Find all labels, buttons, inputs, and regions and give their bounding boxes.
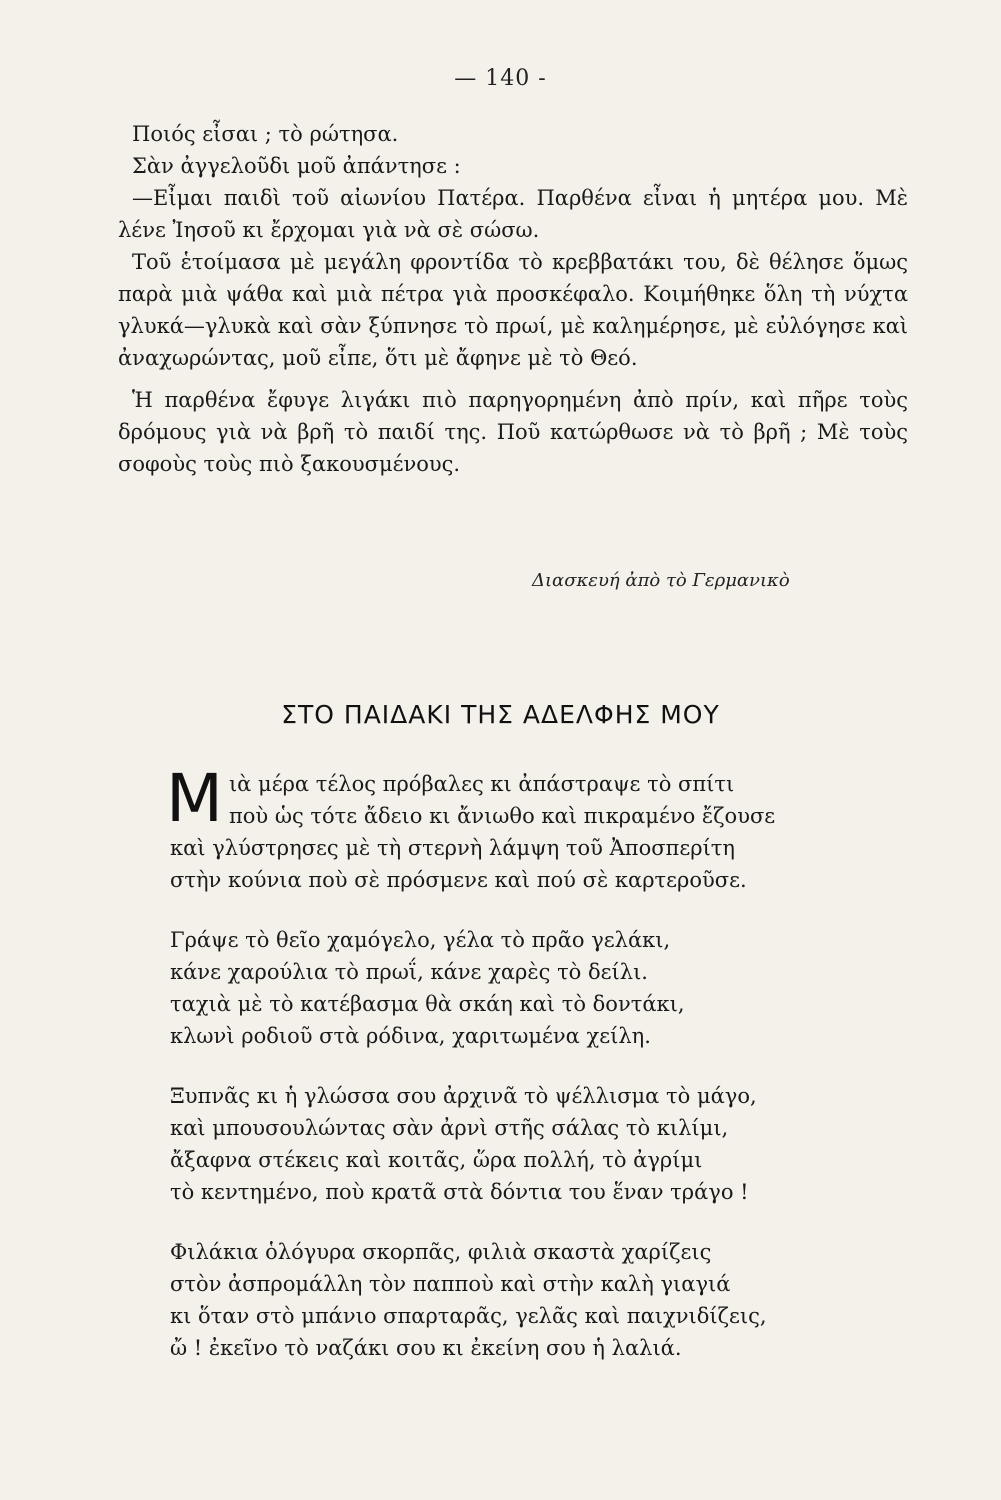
poem-line: τὸ κεντημένο, ποὺ κρατᾶ στὰ δόντια του ἕναν τράγο !: [170, 1180, 749, 1204]
poem-line: ποὺ ὡς τότε ἄδειο κι ἄνιωθο καὶ πικραμένο ἔζουσε: [228, 804, 776, 828]
poem: [166, 760, 930, 1392]
prose-paragraph: —Εἶμαι παιδὶ τοῦ αἰωνίου Πατέρα. Παρθένα εἶναι ἡ μητέρα μου. Μὲ λένε Ἰησοῦ κι ἔρχομαι γιὰ νὰ σὲ σώσω.: [118, 186, 908, 242]
prose-paragraph: Τοῦ ἑτοίμασα μὲ μεγάλη φροντίδα τὸ κρεββατάκι του, δὲ θέλησε ὅμως παρὰ μιὰ ψάθα καὶ μιὰ πέτρα γιὰ προσκέφαλο. Κοιμήθηκε ὅλη τὴ νύχτα γλυκά—γλυκὰ καὶ σὰν ξύπνησε τὸ πρωί, μὲ καλημέρησε, μὲ εὐλόγησε καὶ ἀναχωρώντας, μοῦ εἶπε, ὅτι μὲ ἄφηνε μὲ τὸ Θεό.: [118, 250, 908, 370]
poem-line: ἄξαφνα στέκεις καὶ κοιτᾶς, ὥρα πολλή, τὸ ἀγρίμι: [170, 1148, 703, 1172]
poem-line: Φιλάκια ὁλόγυρα σκορπᾶς, φιλιὰ σκαστὰ χαρίζεις: [170, 1240, 712, 1264]
prose-paragraph: Σὰν ἀγγελοῦδι μοῦ ἀπάντησε :: [132, 154, 461, 178]
poem-line: κάνε χαρούλια τὸ πρωΐ, κάνε χαρὲς τὸ δείλι.: [170, 960, 648, 984]
poem-stanza: [170, 1236, 930, 1364]
attribution: Διασκευή ἀπὸ τὸ Γερμανικὸ: [532, 570, 790, 591]
poem-line: Γράψε τὸ θεῖο χαμόγελο, γέλα τὸ πρᾶο γελάκι,: [170, 928, 671, 952]
poem-line: κλωνὶ ροδιοῦ στὰ ρόδινα, χαριτωμένα χείλη.: [170, 1024, 651, 1048]
poem-line: στὸν ἀσπρομάλλη τὸν παπποὺ καὶ στὴν καλὴ γιαγιά: [170, 1272, 731, 1296]
poem-stanza: [170, 924, 930, 1052]
poem-line: Ξυπνᾶς κι ἡ γλώσσα σου ἀρχινᾶ τὸ ψέλλισμα τὸ μάγο,: [170, 1084, 757, 1108]
prose-paragraph: Ἡ παρθένα ἔφυγε λιγάκι πιὸ παρηγορημένη ἀπὸ πρίν, καὶ πῆρε τοὺς δρόμους γιὰ νὰ βρῆ τὸ παιδί της. Ποῦ κατώρθωσε νὰ τὸ βρῆ ; Μὲ τοὺς σοφοὺς τοὺς πιὸ ξακουσμένους.: [118, 388, 908, 476]
poem-title: ΣΤΟ ΠΑΙΔΑΚΙ ΤΗΣ ΑΔΕΛΦΗΣ ΜΟΥ: [281, 700, 720, 729]
poem-line: κι ὅταν στὸ μπάνιο σπαρταρᾶς, γελᾶς καὶ παιχνιδίζεις,: [170, 1304, 767, 1328]
poem-line: στὴν κούνια ποὺ σὲ πρόσμενε καὶ πού σὲ καρτεροῦσε.: [170, 868, 747, 892]
poem-line: ιὰ μέρα τέλος πρόβαλες κι ἀπάστραψε τὸ σπίτι: [228, 772, 735, 796]
prose-paragraph: Ποιός εἶσαι ; τὸ ρώτησα.: [132, 122, 399, 146]
poem-line: ὤ ! ἐκεῖνο τὸ ναζάκι σου κι ἐκείνη σου ἡ λαλιά.: [170, 1336, 682, 1360]
poem-line: ταχιὰ μὲ τὸ κατέβασμα θὰ σκάη καὶ τὸ δοντάκι,: [170, 992, 685, 1016]
poem-stanza: [166, 760, 930, 896]
poem-stanza: [170, 1080, 930, 1208]
page-number: — 140 -: [454, 66, 547, 91]
prose-section: [118, 118, 908, 480]
drop-cap: Μ: [166, 760, 223, 837]
poem-line: καὶ μπουσουλώντας σὰν ἀρνὶ στῆς σάλας τὸ κιλίμι,: [170, 1116, 729, 1140]
poem-line: καὶ γλύστρησες μὲ τὴ στερνὴ λάμψη τοῦ Ἀποσπερίτη: [170, 836, 736, 860]
